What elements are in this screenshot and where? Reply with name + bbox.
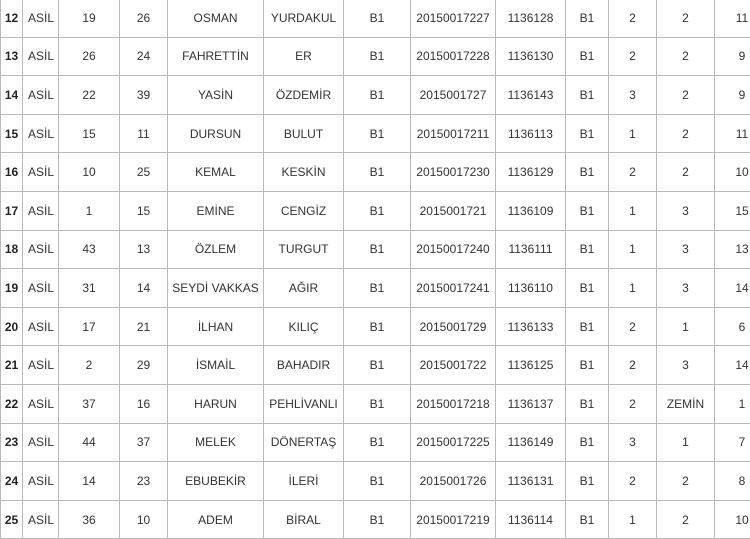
level-cell-2: B1 [566, 346, 609, 385]
last-name-cell: KILIÇ [264, 307, 344, 346]
table-row [1, 384, 750, 423]
last-name-cell: TURGUT [264, 230, 344, 269]
score-cell-1: 17 [59, 307, 120, 346]
row-number: 19 [1, 269, 23, 308]
score-cell-2: 25 [120, 153, 168, 192]
status-cell: ASİL [23, 153, 59, 192]
level-cell-2: B1 [566, 114, 609, 153]
level-cell: B1 [344, 500, 411, 539]
value-cell-11: 2 [609, 0, 657, 37]
id-code-cell: 1136109 [496, 191, 566, 230]
level-cell: B1 [344, 0, 411, 37]
status-cell: ASİL [23, 37, 59, 76]
score-cell-1: 26 [59, 37, 120, 76]
row-number: 23 [1, 423, 23, 462]
level-cell: B1 [344, 153, 411, 192]
student-number-cell: 20150017218 [411, 384, 496, 423]
value-cell-13: 10 [715, 153, 750, 192]
status-cell: ASİL [23, 462, 59, 501]
status-cell: ASİL [23, 500, 59, 539]
id-code-cell: 1136128 [496, 0, 566, 37]
row-number: 14 [1, 76, 23, 115]
last-name-cell: BAHADIR [264, 346, 344, 385]
table-row [1, 76, 750, 115]
value-cell-12: 1 [657, 307, 715, 346]
value-cell-13: 9 [715, 37, 750, 76]
id-code-cell: 1136130 [496, 37, 566, 76]
id-code-cell: 1136133 [496, 307, 566, 346]
student-number-cell: 20150017241 [411, 269, 496, 308]
value-cell-12: 2 [657, 153, 715, 192]
row-number: 22 [1, 384, 23, 423]
status-cell: ASİL [23, 423, 59, 462]
score-cell-2: 29 [120, 346, 168, 385]
table-row [1, 307, 750, 346]
value-cell-12: 3 [657, 230, 715, 269]
score-cell-1: 10 [59, 153, 120, 192]
level-cell-2: B1 [566, 269, 609, 308]
last-name-cell: AĞIR [264, 269, 344, 308]
level-cell: B1 [344, 76, 411, 115]
row-number: 24 [1, 462, 23, 501]
value-cell-11: 3 [609, 423, 657, 462]
value-cell-13: 15 [715, 191, 750, 230]
table-row [1, 37, 750, 76]
value-cell-11: 3 [609, 76, 657, 115]
student-number-cell: 20150017225 [411, 423, 496, 462]
status-cell: ASİL [23, 76, 59, 115]
table-row [1, 191, 750, 230]
value-cell-11: 1 [609, 114, 657, 153]
id-code-cell: 1136125 [496, 346, 566, 385]
status-cell: ASİL [23, 269, 59, 308]
score-cell-1: 31 [59, 269, 120, 308]
status-cell: ASİL [23, 307, 59, 346]
student-number-cell: 20150017240 [411, 230, 496, 269]
score-cell-2: 39 [120, 76, 168, 115]
last-name-cell: CENGİZ [264, 191, 344, 230]
last-name-cell: DÖNERTAŞ [264, 423, 344, 462]
level-cell-2: B1 [566, 384, 609, 423]
value-cell-12: 2 [657, 0, 715, 37]
score-cell-1: 37 [59, 384, 120, 423]
row-number: 13 [1, 37, 23, 76]
value-cell-11: 2 [609, 153, 657, 192]
first-name-cell: FAHRETTİN [168, 37, 264, 76]
score-cell-1: 36 [59, 500, 120, 539]
id-code-cell: 1136143 [496, 76, 566, 115]
value-cell-13: 7 [715, 423, 750, 462]
student-number-cell: 20150017228 [411, 37, 496, 76]
last-name-cell: KESKİN [264, 153, 344, 192]
row-number: 16 [1, 153, 23, 192]
level-cell-2: B1 [566, 153, 609, 192]
row-number: 17 [1, 191, 23, 230]
level-cell-2: B1 [566, 500, 609, 539]
score-cell-1: 43 [59, 230, 120, 269]
level-cell-2: B1 [566, 462, 609, 501]
score-cell-1: 19 [59, 0, 120, 37]
first-name-cell: HARUN [168, 384, 264, 423]
value-cell-11: 1 [609, 269, 657, 308]
level-cell: B1 [344, 114, 411, 153]
first-name-cell: EMİNE [168, 191, 264, 230]
level-cell: B1 [344, 191, 411, 230]
last-name-cell: PEHLİVANLI [264, 384, 344, 423]
status-cell: ASİL [23, 191, 59, 230]
student-number-cell: 20150017211 [411, 114, 496, 153]
level-cell-2: B1 [566, 423, 609, 462]
value-cell-13: 11 [715, 114, 750, 153]
first-name-cell: SEYDİ VAKKAS [168, 269, 264, 308]
id-code-cell: 1136131 [496, 462, 566, 501]
student-number-cell: 20150017227 [411, 0, 496, 37]
row-number: 18 [1, 230, 23, 269]
row-number: 15 [1, 114, 23, 153]
level-cell-2: B1 [566, 191, 609, 230]
table-row [1, 500, 750, 539]
value-cell-12: 2 [657, 114, 715, 153]
level-cell: B1 [344, 462, 411, 501]
level-cell: B1 [344, 346, 411, 385]
id-code-cell: 1136129 [496, 153, 566, 192]
score-cell-1: 44 [59, 423, 120, 462]
value-cell-13: 10 [715, 500, 750, 539]
level-cell-2: B1 [566, 0, 609, 37]
level-cell-2: B1 [566, 37, 609, 76]
row-number: 25 [1, 500, 23, 539]
score-cell-2: 11 [120, 114, 168, 153]
value-cell-11: 2 [609, 307, 657, 346]
level-cell: B1 [344, 269, 411, 308]
table-row [1, 114, 750, 153]
first-name-cell: EBUBEKİR [168, 462, 264, 501]
student-number-cell: 2015001721 [411, 191, 496, 230]
student-number-cell: 20150017230 [411, 153, 496, 192]
score-cell-2: 37 [120, 423, 168, 462]
last-name-cell: ER [264, 37, 344, 76]
last-name-cell: BULUT [264, 114, 344, 153]
first-name-cell: ADEM [168, 500, 264, 539]
last-name-cell: ÖZDEMİR [264, 76, 344, 115]
value-cell-11: 1 [609, 500, 657, 539]
first-name-cell: İSMAİL [168, 346, 264, 385]
value-cell-13: 9 [715, 76, 750, 115]
student-number-cell: 2015001726 [411, 462, 496, 501]
level-cell: B1 [344, 230, 411, 269]
status-cell: ASİL [23, 384, 59, 423]
score-cell-2: 26 [120, 0, 168, 37]
level-cell: B1 [344, 37, 411, 76]
id-code-cell: 1136149 [496, 423, 566, 462]
id-code-cell: 1136113 [496, 114, 566, 153]
status-cell: ASİL [23, 230, 59, 269]
student-number-cell: 20150017219 [411, 500, 496, 539]
id-code-cell: 1136137 [496, 384, 566, 423]
table-row [1, 346, 750, 385]
table-row [1, 230, 750, 269]
first-name-cell: OSMAN [168, 0, 264, 37]
last-name-cell: BİRAL [264, 500, 344, 539]
score-cell-2: 10 [120, 500, 168, 539]
score-cell-2: 21 [120, 307, 168, 346]
value-cell-13: 6 [715, 307, 750, 346]
score-cell-1: 2 [59, 346, 120, 385]
level-cell-2: B1 [566, 76, 609, 115]
level-cell: B1 [344, 384, 411, 423]
value-cell-11: 2 [609, 346, 657, 385]
score-cell-2: 24 [120, 37, 168, 76]
value-cell-13: 8 [715, 462, 750, 501]
row-number: 21 [1, 346, 23, 385]
id-code-cell: 1136111 [496, 230, 566, 269]
value-cell-11: 2 [609, 462, 657, 501]
last-name-cell: İLERİ [264, 462, 344, 501]
score-cell-2: 14 [120, 269, 168, 308]
value-cell-12: 2 [657, 37, 715, 76]
score-cell-2: 23 [120, 462, 168, 501]
table-row [1, 462, 750, 501]
row-number: 12 [1, 0, 23, 37]
first-name-cell: YASİN [168, 76, 264, 115]
score-cell-1: 14 [59, 462, 120, 501]
value-cell-12: 3 [657, 269, 715, 308]
value-cell-12: ZEMİN [657, 384, 715, 423]
first-name-cell: MELEK [168, 423, 264, 462]
status-cell: ASİL [23, 346, 59, 385]
score-cell-2: 15 [120, 191, 168, 230]
score-cell-2: 16 [120, 384, 168, 423]
value-cell-11: 1 [609, 230, 657, 269]
table-row [1, 269, 750, 308]
value-cell-12: 2 [657, 500, 715, 539]
level-cell-2: B1 [566, 230, 609, 269]
status-cell: ASİL [23, 0, 59, 37]
first-name-cell: İLHAN [168, 307, 264, 346]
student-number-cell: 2015001722 [411, 346, 496, 385]
value-cell-11: 1 [609, 191, 657, 230]
level-cell-2: B1 [566, 307, 609, 346]
score-cell-1: 15 [59, 114, 120, 153]
id-code-cell: 1136110 [496, 269, 566, 308]
value-cell-12: 3 [657, 346, 715, 385]
first-name-cell: KEMAL [168, 153, 264, 192]
table-row [1, 0, 750, 37]
level-cell: B1 [344, 307, 411, 346]
status-cell: ASİL [23, 114, 59, 153]
roster-body [1, 0, 750, 539]
value-cell-12: 2 [657, 76, 715, 115]
value-cell-13: 13 [715, 230, 750, 269]
last-name-cell: YURDAKUL [264, 0, 344, 37]
table-row [1, 153, 750, 192]
first-name-cell: DURSUN [168, 114, 264, 153]
value-cell-11: 2 [609, 384, 657, 423]
value-cell-12: 3 [657, 191, 715, 230]
score-cell-1: 1 [59, 191, 120, 230]
score-cell-1: 22 [59, 76, 120, 115]
value-cell-13: 14 [715, 346, 750, 385]
value-cell-12: 1 [657, 423, 715, 462]
table-row [1, 423, 750, 462]
score-cell-2: 13 [120, 230, 168, 269]
student-number-cell: 2015001727 [411, 76, 496, 115]
level-cell: B1 [344, 423, 411, 462]
value-cell-13: 1 [715, 384, 750, 423]
value-cell-11: 2 [609, 37, 657, 76]
value-cell-13: 11 [715, 0, 750, 37]
id-code-cell: 1136114 [496, 500, 566, 539]
first-name-cell: ÖZLEM [168, 230, 264, 269]
student-number-cell: 2015001729 [411, 307, 496, 346]
value-cell-13: 14 [715, 269, 750, 308]
value-cell-12: 2 [657, 462, 715, 501]
row-number: 20 [1, 307, 23, 346]
